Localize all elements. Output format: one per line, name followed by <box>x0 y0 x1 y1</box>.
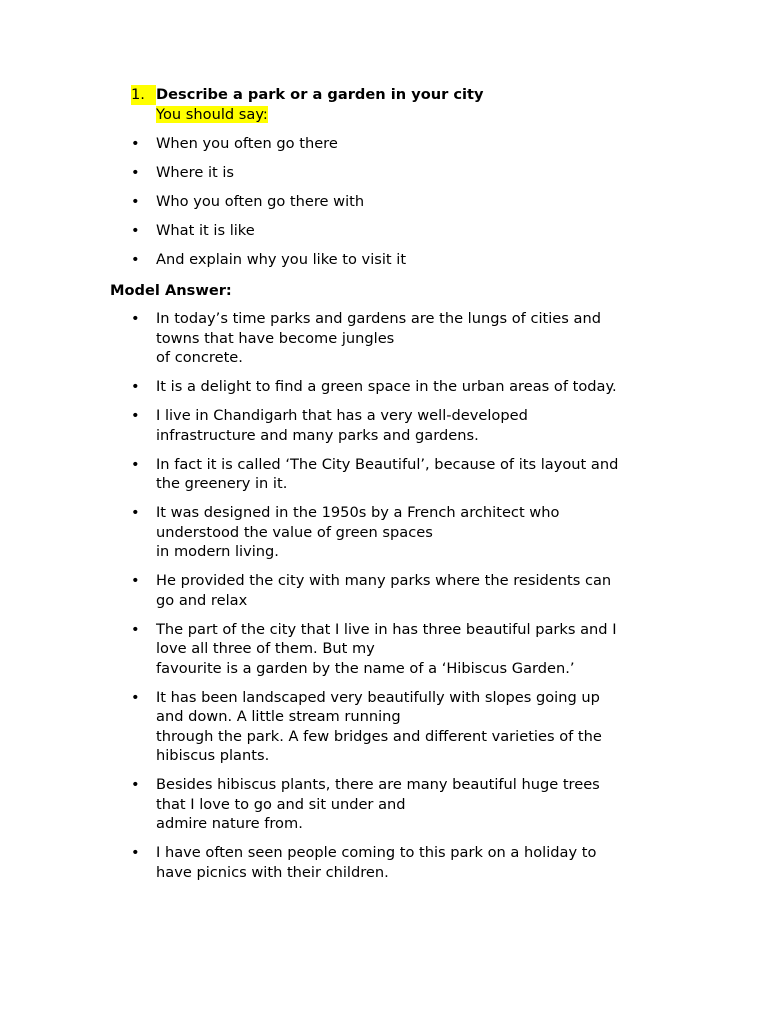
answer-line: understood the value of green spaces <box>156 523 433 541</box>
answer-line: that I love to go and sit under and <box>156 795 406 813</box>
prompt-item <box>0 221 656 241</box>
answer-line: In fact it is called ‘The City Beautiful’, because of its layout and <box>156 455 619 473</box>
answer-line: of concrete. <box>156 349 243 366</box>
bullet-icon: • <box>131 164 140 181</box>
bullet-icon: • <box>131 251 140 268</box>
prompt-text: Who you often go there with <box>156 193 365 210</box>
answer-line: favourite is a garden by the name of a ‘Hibiscus Garden.’ <box>156 659 575 677</box>
bullet-icon: • <box>131 310 140 327</box>
answer-line: He provided the city with many parks where the residents can <box>156 572 612 589</box>
bullet-icon: • <box>131 688 140 706</box>
question-number: 1. <box>131 85 156 105</box>
question-subtitle: You should say: <box>156 105 268 123</box>
answer-line: admire nature from. <box>156 815 303 832</box>
answer-item <box>0 406 656 445</box>
answer-item <box>0 309 656 368</box>
bullet-icon: • <box>131 378 140 395</box>
question-title-line <box>131 85 484 105</box>
answer-item <box>0 843 656 882</box>
answer-line: It has been landscaped very beautifully with slopes going up <box>156 688 600 706</box>
answer-line: and down. A little stream running <box>156 708 401 725</box>
bullet-icon: • <box>131 844 140 861</box>
bullet-icon: • <box>131 572 140 589</box>
question-subtitle-line <box>156 105 268 125</box>
answer-item <box>0 775 656 834</box>
bullet-icon: • <box>131 504 140 521</box>
answer-line: It is a delight to find a green space in the urban areas of today. <box>156 378 617 395</box>
answer-item <box>0 620 656 679</box>
prompt-item <box>0 163 656 183</box>
bullet-icon: • <box>131 407 140 424</box>
answer-line: towns that have become jungles <box>156 329 395 347</box>
bullet-icon: • <box>131 135 140 152</box>
answer-line: infrastructure and many parks and gardens. <box>156 426 479 444</box>
prompt-item <box>0 192 656 212</box>
prompt-text: What it is like <box>156 222 255 239</box>
answer-line: the greenery in it. <box>156 475 288 492</box>
answer-line: I have often seen people coming to this park on a holiday to <box>156 844 597 861</box>
answer-line: have picnics with their children. <box>156 863 389 881</box>
prompt-item <box>0 250 656 270</box>
answer-item <box>0 688 656 766</box>
answer-line: in modern living. <box>156 543 279 560</box>
answer-item <box>0 503 656 562</box>
bullet-icon: • <box>131 222 140 239</box>
answer-item <box>0 455 656 494</box>
answer-line: love all three of them. But my <box>156 640 375 657</box>
bullet-icon: • <box>131 455 140 473</box>
answer-item <box>0 377 656 397</box>
prompt-item <box>0 134 656 154</box>
bullet-icon: • <box>131 776 140 793</box>
prompt-text: Where it is <box>156 164 235 181</box>
answer-line: hibiscus plants. <box>156 747 270 764</box>
answer-item <box>0 571 656 610</box>
answer-line: Besides hibiscus plants, there are many beautiful huge trees <box>156 776 600 793</box>
prompt-text: And explain why you like to visit it <box>156 251 407 268</box>
model-answer-heading: Model Answer: <box>110 282 232 299</box>
answer-line: I live in Chandigarh that has a very well-developed <box>156 407 528 424</box>
prompt-list <box>0 134 768 279</box>
answer-line: go and relax <box>156 591 248 609</box>
answer-line: through the park. A few bridges and different varieties of the <box>156 727 602 745</box>
answer-line: The part of the city that I live in has three beautiful parks and I <box>156 620 617 638</box>
model-answer-list <box>0 309 768 892</box>
answer-line: In today’s time parks and gardens are the lungs of cities and <box>156 310 601 327</box>
prompt-text: When you often go there <box>156 135 338 152</box>
bullet-icon: • <box>131 193 140 210</box>
answer-line: It was designed in the 1950s by a French architect who <box>156 504 560 521</box>
bullet-icon: • <box>131 620 140 638</box>
question-title: Describe a park or a garden in your city <box>156 86 484 103</box>
